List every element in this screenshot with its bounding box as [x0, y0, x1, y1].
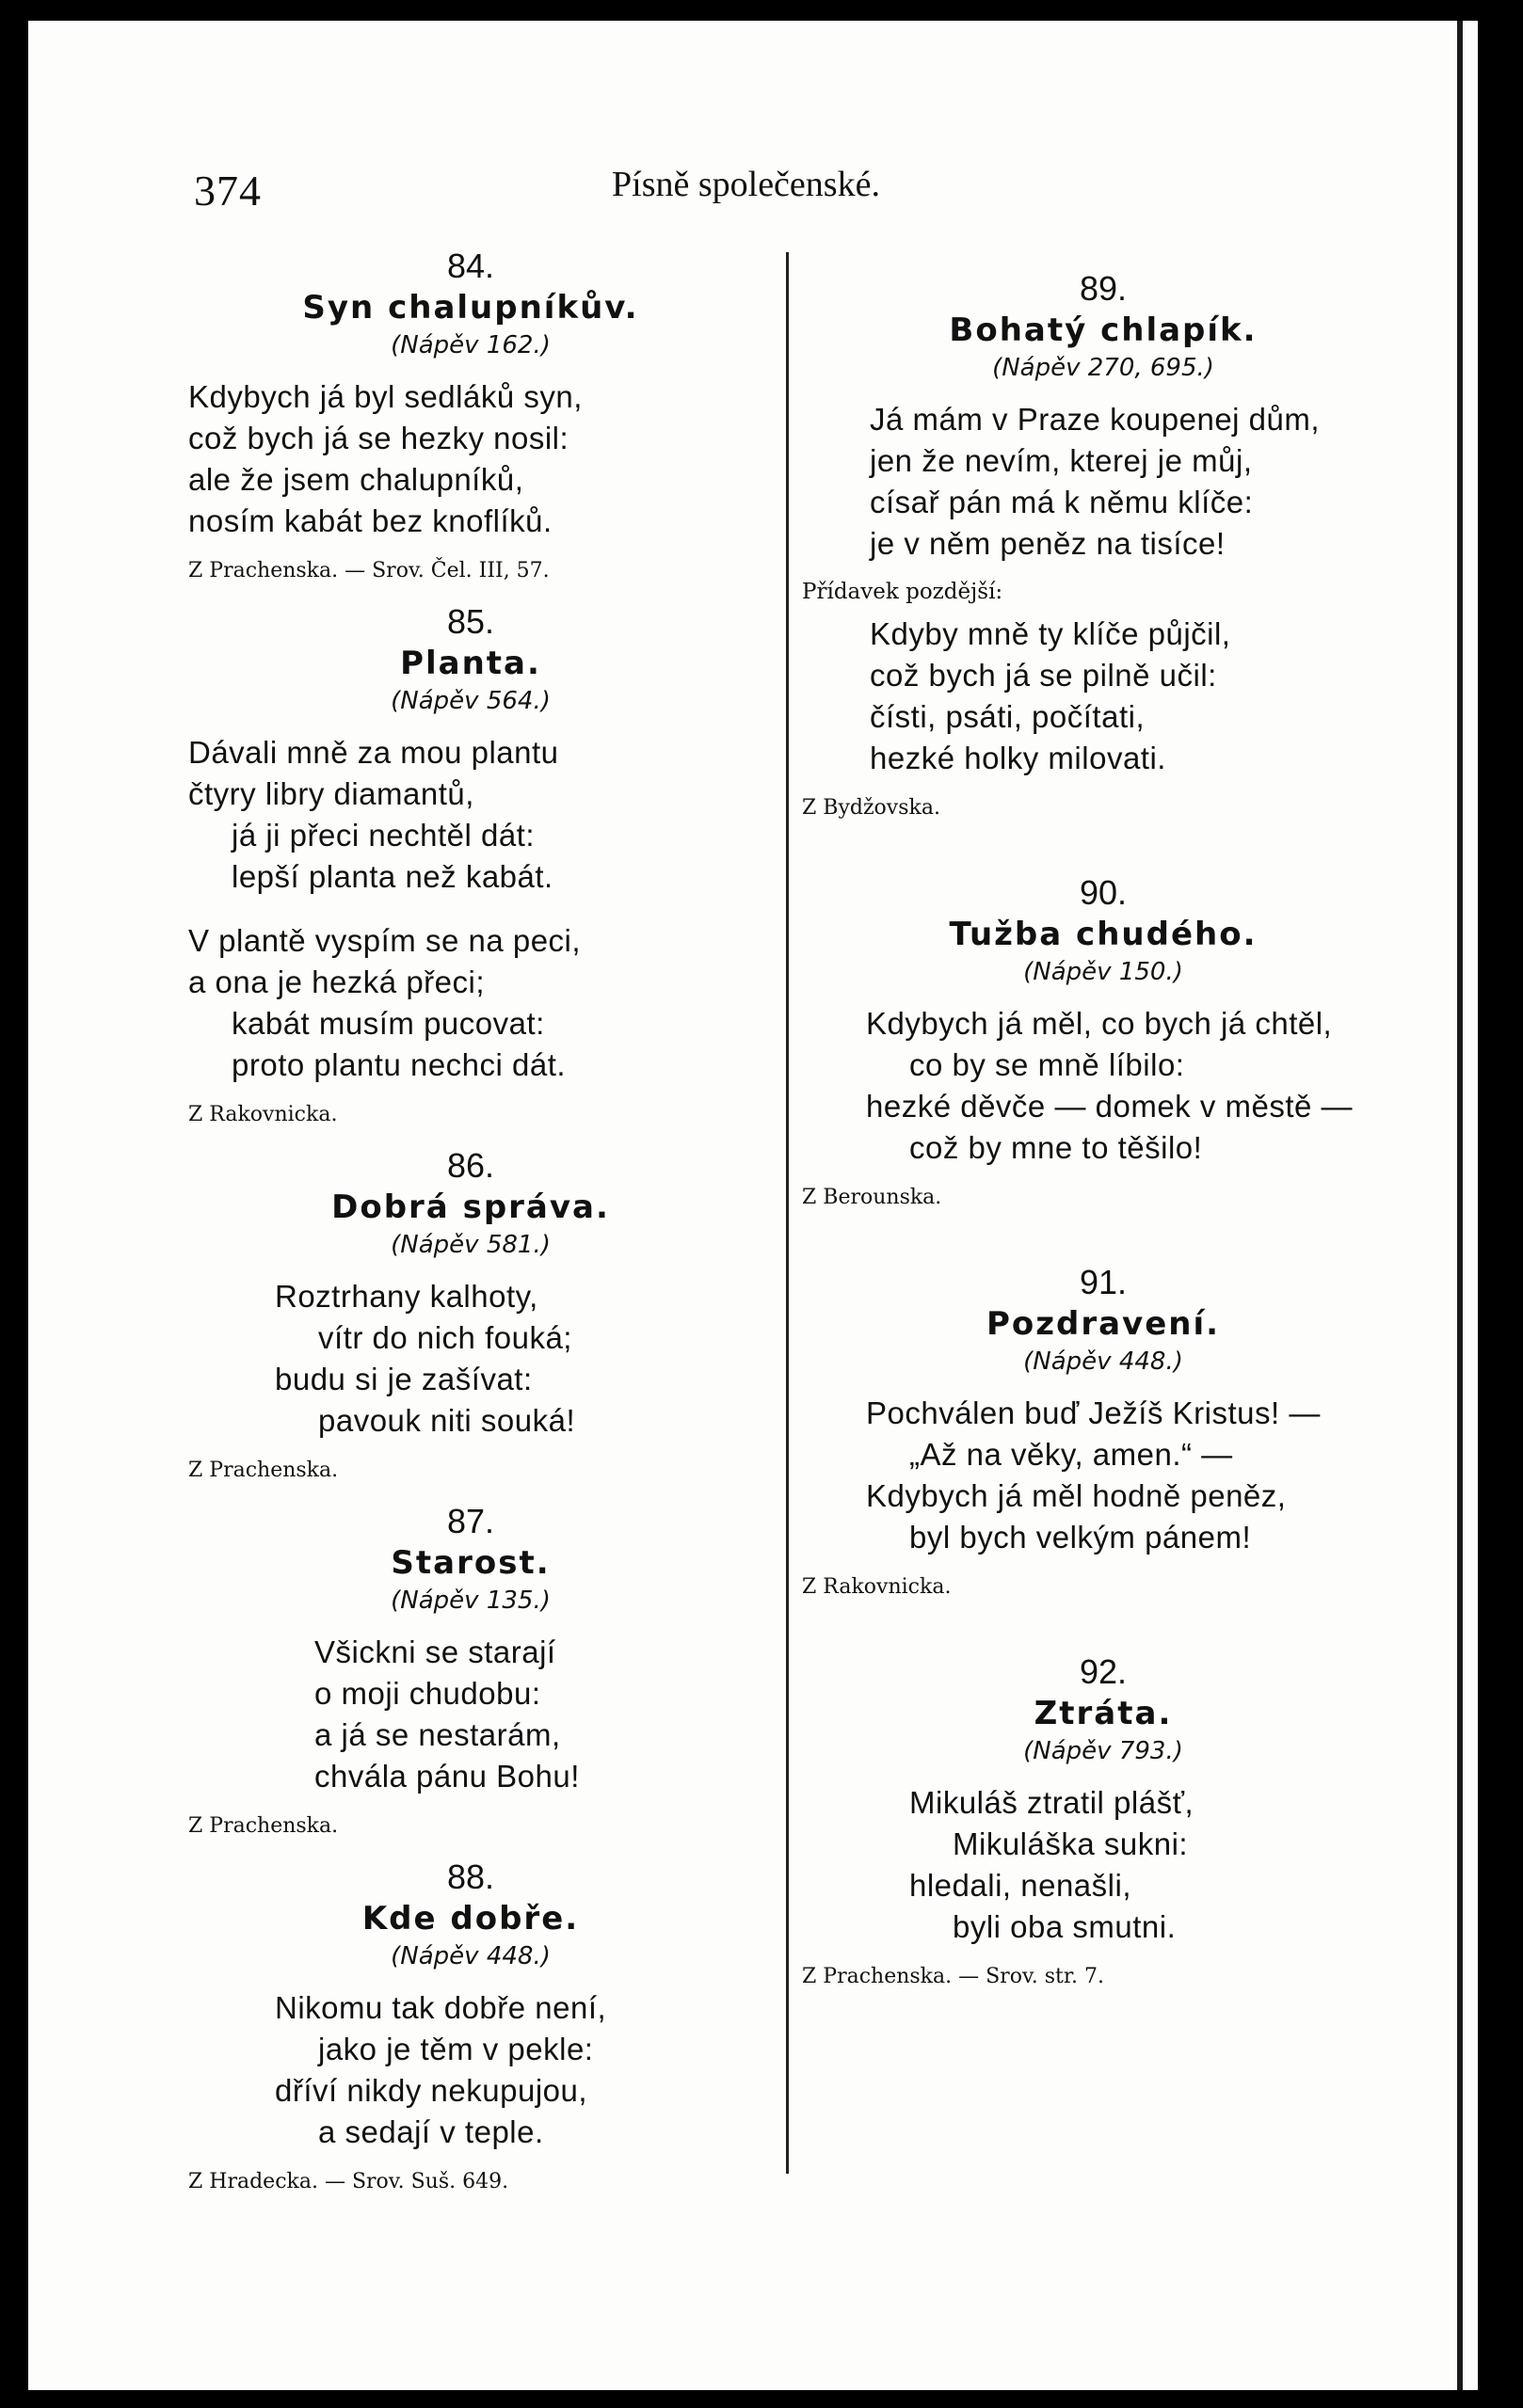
verse-line: čísti, psáti, počítati, [870, 699, 1146, 734]
verse-line: hledali, nenašli, [909, 1868, 1131, 1903]
song-91 [802, 1261, 1404, 1603]
stanza [188, 1276, 753, 1442]
stanza [802, 1003, 1404, 1169]
stanza [188, 732, 753, 898]
song-source: Z Bydžovska. [802, 796, 940, 820]
verse-line: Mikuláš ztratil plášť, [909, 1785, 1194, 1820]
verse-line: Kdybych já byl sedláků syn, [188, 379, 583, 414]
verse-line: já ji přeci nechtěl dát: [232, 818, 536, 853]
song-source: Z Prachenska. [188, 1814, 339, 1838]
melody-ref: (Nápěv 581.) [391, 1231, 551, 1259]
melody-ref: (Nápěv 135.) [391, 1587, 551, 1615]
melody-ref: (Nápěv 270, 695.) [992, 354, 1214, 382]
stanza [188, 920, 753, 1086]
verse-line: vítr do nich fouká; [318, 1320, 572, 1355]
verse-line: Kdyby mně ty klíče půjčil, [870, 616, 1231, 651]
verse-line: „Až na věky, amen.“ — [909, 1437, 1233, 1472]
melody-ref: (Nápěv 162.) [391, 331, 551, 359]
stanza [188, 1987, 753, 2153]
verse-line: Kdybych já měl, co bych já chtěl, [866, 1006, 1333, 1041]
song-92 [802, 1651, 1404, 1993]
right-column [802, 267, 1404, 2006]
verse-line: což bych já se pilně učil: [870, 658, 1217, 693]
verse-line: nosím kabát bez knoflíků. [188, 503, 553, 538]
song-84 [188, 245, 753, 587]
verse-line: lepší planta než kabát. [232, 859, 553, 894]
book-page [28, 21, 1497, 2390]
verse-line: V plantě vyspím se na peci, [188, 923, 582, 958]
melody-ref: (Nápěv 448.) [391, 1942, 551, 1970]
song-number: 87. [446, 1502, 495, 1540]
verse-line: ale že jsem chalupníků, [188, 462, 524, 497]
verse-line: jen že nevím, kterej je můj, [870, 443, 1253, 478]
song-number: 85. [446, 602, 495, 641]
scan-border [1478, 0, 1523, 2408]
verse-line: Já mám v Praze koupenej dům, [870, 402, 1321, 437]
verse-line: Dávali mně za mou plantu [188, 735, 559, 770]
song-90 [802, 871, 1404, 1214]
song-88 [188, 1856, 753, 2198]
song-source: Z Rakovnicka. [188, 1103, 338, 1126]
stanza [802, 399, 1404, 565]
verse-line: proto plantu nechci dát. [232, 1047, 567, 1082]
song-number: 88. [446, 1858, 495, 1896]
page-edge-line [1457, 21, 1463, 2390]
song-title: Syn chalupníkův. [302, 289, 639, 327]
song-number: 91. [1079, 1263, 1128, 1301]
song-89 [802, 267, 1404, 824]
stanza [188, 376, 753, 542]
song-source: Z Hradecka. — Srov. Suš. 649. [188, 2170, 509, 2193]
verse-line: Pochválen buď Ježíš Kristus! — [866, 1395, 1321, 1430]
verse-line: císař pán má k němu klíče: [870, 485, 1254, 519]
song-87 [188, 1500, 753, 1842]
verse-line: kabát musím pucovat: [232, 1006, 545, 1041]
stanza [802, 1393, 1404, 1558]
song-title: Pozdravení. [986, 1305, 1221, 1343]
song-title: Kde dobře. [361, 1900, 580, 1938]
left-column [188, 245, 753, 2211]
column-divider [786, 252, 789, 2174]
verse-line: čtyry libry diamantů, [188, 776, 474, 811]
page-number: 374 [194, 167, 262, 215]
verse-line: Roztrhany kalhoty, [275, 1279, 538, 1314]
verse-line: Kdybych já měl hodně peněz, [866, 1478, 1287, 1513]
verse-line: byli oba smutni. [953, 1909, 1177, 1944]
stanza [802, 614, 1404, 779]
verse-line: což by mne to těšilo! [909, 1130, 1203, 1165]
song-85 [188, 600, 753, 1131]
song-source: Z Rakovnicka. [802, 1575, 952, 1599]
song-title: Planta. [400, 645, 541, 682]
later-addition-note: Přídavek pozdější: [802, 580, 1003, 604]
melody-ref: (Nápěv 793.) [1023, 1737, 1183, 1765]
verse-line: Mikuláška sukni: [953, 1826, 1189, 1861]
verse-line: budu si je zašívat: [275, 1362, 533, 1396]
song-title: Bohatý chlapík. [949, 311, 1258, 349]
verse-line: jako je těm v pekle: [318, 2032, 594, 2066]
verse-line: o moji chudobu: [314, 1676, 541, 1711]
verse-line: hezké holky milovati. [870, 741, 1166, 775]
verse-line: což bych já se hezky nosil: [188, 421, 569, 455]
song-title: Starost. [391, 1544, 551, 1582]
song-source: Z Prachenska. — Srov. str. 7. [802, 1965, 1104, 1988]
melody-ref: (Nápěv 150.) [1023, 958, 1183, 986]
melody-ref: (Nápěv 564.) [391, 687, 551, 715]
verse-line: a sedají v teple. [318, 2114, 544, 2149]
song-source: Z Berounska. [802, 1186, 942, 1209]
verse-line: a já se nestarám, [314, 1717, 561, 1752]
verse-line: pavouk niti souká! [318, 1403, 576, 1438]
song-title: Tužba chudého. [949, 916, 1258, 953]
running-head: Písně společenské. [612, 165, 880, 204]
verse-line: chvála pánu Bohu! [314, 1759, 580, 1794]
stanza [802, 1782, 1404, 1948]
song-title: Ztráta. [1034, 1695, 1173, 1732]
song-title: Dobrá správa. [331, 1188, 610, 1226]
song-number: 86. [446, 1146, 495, 1185]
verse-line: Všickni se starají [314, 1635, 556, 1669]
melody-ref: (Nápěv 448.) [1023, 1348, 1183, 1376]
song-number: 84. [446, 247, 495, 285]
verse-line: je v něm peněz na tisíce! [870, 526, 1226, 561]
song-number: 92. [1079, 1652, 1128, 1691]
verse-line: a ona je hezká přeci; [188, 965, 486, 999]
verse-line: byl bych velkým pánem! [909, 1520, 1252, 1555]
song-number: 90. [1079, 873, 1128, 912]
stanza [188, 1632, 753, 1797]
song-source: Z Prachenska. — Srov. Čel. III, 57. [188, 559, 550, 582]
song-source: Z Prachenska. [188, 1459, 339, 1482]
verse-line: co by se mně líbilo: [909, 1047, 1185, 1082]
song-number: 89. [1079, 269, 1128, 308]
song-86 [188, 1144, 753, 1487]
verse-line: dříví nikdy nekupujou, [275, 2073, 588, 2108]
verse-line: Nikomu tak dobře není, [275, 1990, 607, 2025]
verse-line: hezké děvče — domek v městě — [866, 1089, 1354, 1124]
